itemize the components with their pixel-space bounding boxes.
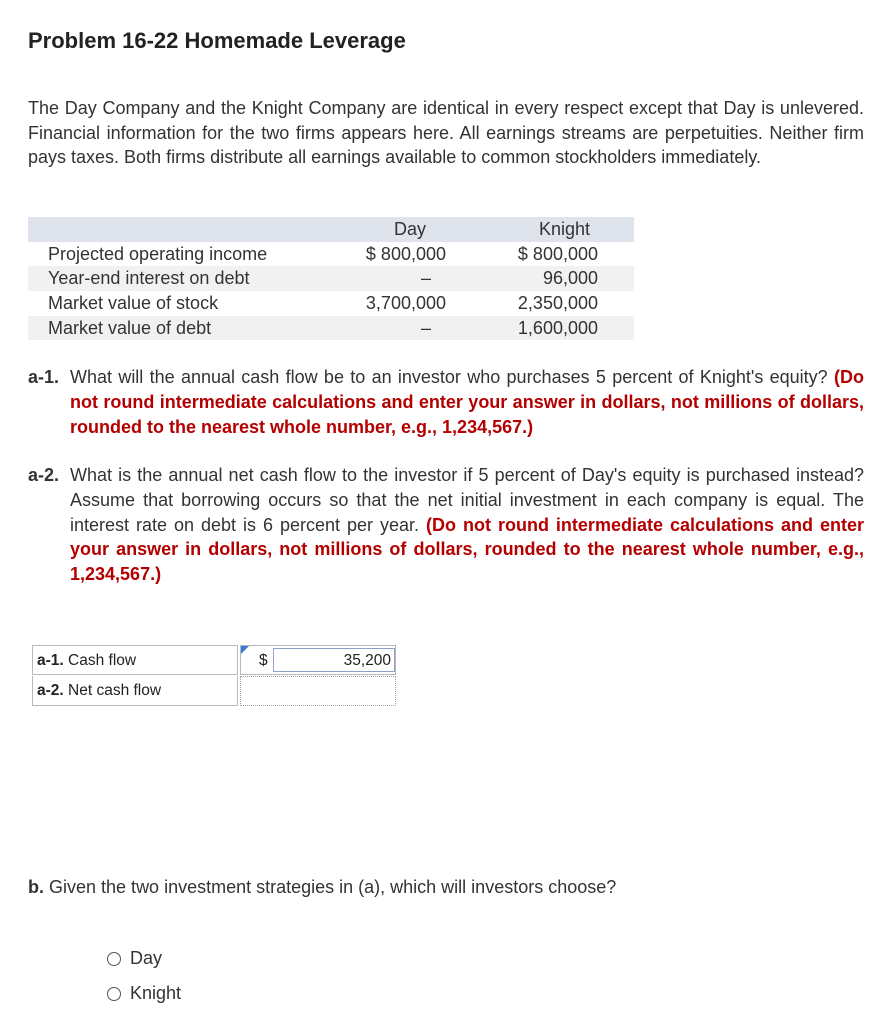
question-label: a-2. — [28, 465, 60, 485]
table-row — [28, 266, 634, 291]
radio-label: Knight — [130, 983, 182, 1003]
question-label: a-1. — [28, 367, 60, 387]
table-row — [28, 242, 634, 267]
row-label: Market value of debt — [48, 317, 212, 338]
question-text — [70, 365, 864, 439]
row-label: Year-end interest on debt — [48, 268, 250, 289]
table-row — [28, 291, 634, 316]
day-value: $ 800,000 — [365, 243, 446, 264]
column-header-knight: Knight — [538, 219, 590, 239]
question-a2 — [28, 463, 864, 587]
net-cash-flow-input[interactable] — [240, 676, 396, 706]
question-instruction: (Do not round intermediate calculations and enter your answer in dollars, not millions of dollars, rounded to the nearest whole number, e.g., 1,234,567.) — [70, 514, 864, 585]
radio-option-day[interactable] — [107, 948, 162, 969]
financial-table-header — [28, 217, 634, 242]
row-label: Projected operating income — [48, 243, 268, 264]
answer-row-a1 — [32, 645, 396, 676]
flag-icon — [241, 646, 249, 654]
answer-row-a2 — [32, 676, 396, 707]
question-instruction: (Do not round intermediate calculations and enter your answer in dollars, not millions of dollars, rounded to the nearest whole number, e.g., 1,234,567.) — [70, 367, 864, 437]
knight-value: 2,350,000 — [517, 293, 598, 314]
table-row — [28, 316, 634, 341]
answer-label-text: Net cash flow — [68, 682, 162, 699]
answer-label — [32, 645, 238, 675]
radio-button[interactable] — [107, 952, 121, 966]
question-a1 — [28, 365, 864, 439]
question-prompt: Given the two investment strategies in (a), which will investors choose? — [49, 877, 617, 897]
question-prompt: What will the annual cash flow be to an investor who purchases 5 percent of Knight's equity? — [70, 367, 828, 387]
answer-label — [32, 676, 238, 706]
financial-table — [28, 217, 634, 340]
question-label: b. — [28, 877, 44, 897]
knight-value: 96,000 — [542, 268, 598, 289]
answer-label-number: a-1. — [37, 652, 64, 669]
radio-label: Day — [130, 948, 163, 968]
page-title: Problem 16-22 Homemade Leverage — [28, 28, 406, 53]
radio-button[interactable] — [107, 987, 121, 1001]
question-b — [28, 877, 616, 898]
knight-value: $ 800,000 — [517, 243, 598, 264]
day-value: – — [420, 268, 431, 289]
day-value: – — [420, 317, 431, 338]
problem-intro: The Day Company and the Knight Company are identical in every respect except that Day is unlevered. Financial information for the two firms appears here. All earnings streams are perpetuities. Neither firm pays taxes. Both firms distribute all earnings available to common stockholders immediately. — [28, 98, 864, 167]
answer-label-text: Cash flow — [68, 652, 137, 669]
cash-flow-field — [240, 645, 396, 675]
answer-table — [32, 645, 396, 707]
day-value: 3,700,000 — [365, 293, 446, 314]
cash-flow-input[interactable]: 35,200 — [273, 648, 395, 672]
question-text — [70, 463, 864, 587]
column-header-day: Day — [393, 219, 426, 239]
question-prompt: What is the annual net cash flow to the investor if 5 percent of Day's equity is purchased instead? Assume that borrowing occurs so that the net initial investment in each company is equal. The interest rate on debt is 6 percent per year. — [70, 465, 864, 535]
radio-option-knight[interactable] — [107, 983, 181, 1004]
row-label: Market value of stock — [48, 293, 219, 314]
answer-label-number: a-2. — [37, 682, 64, 699]
currency-symbol: $ — [259, 652, 268, 669]
knight-value: 1,600,000 — [517, 317, 598, 338]
